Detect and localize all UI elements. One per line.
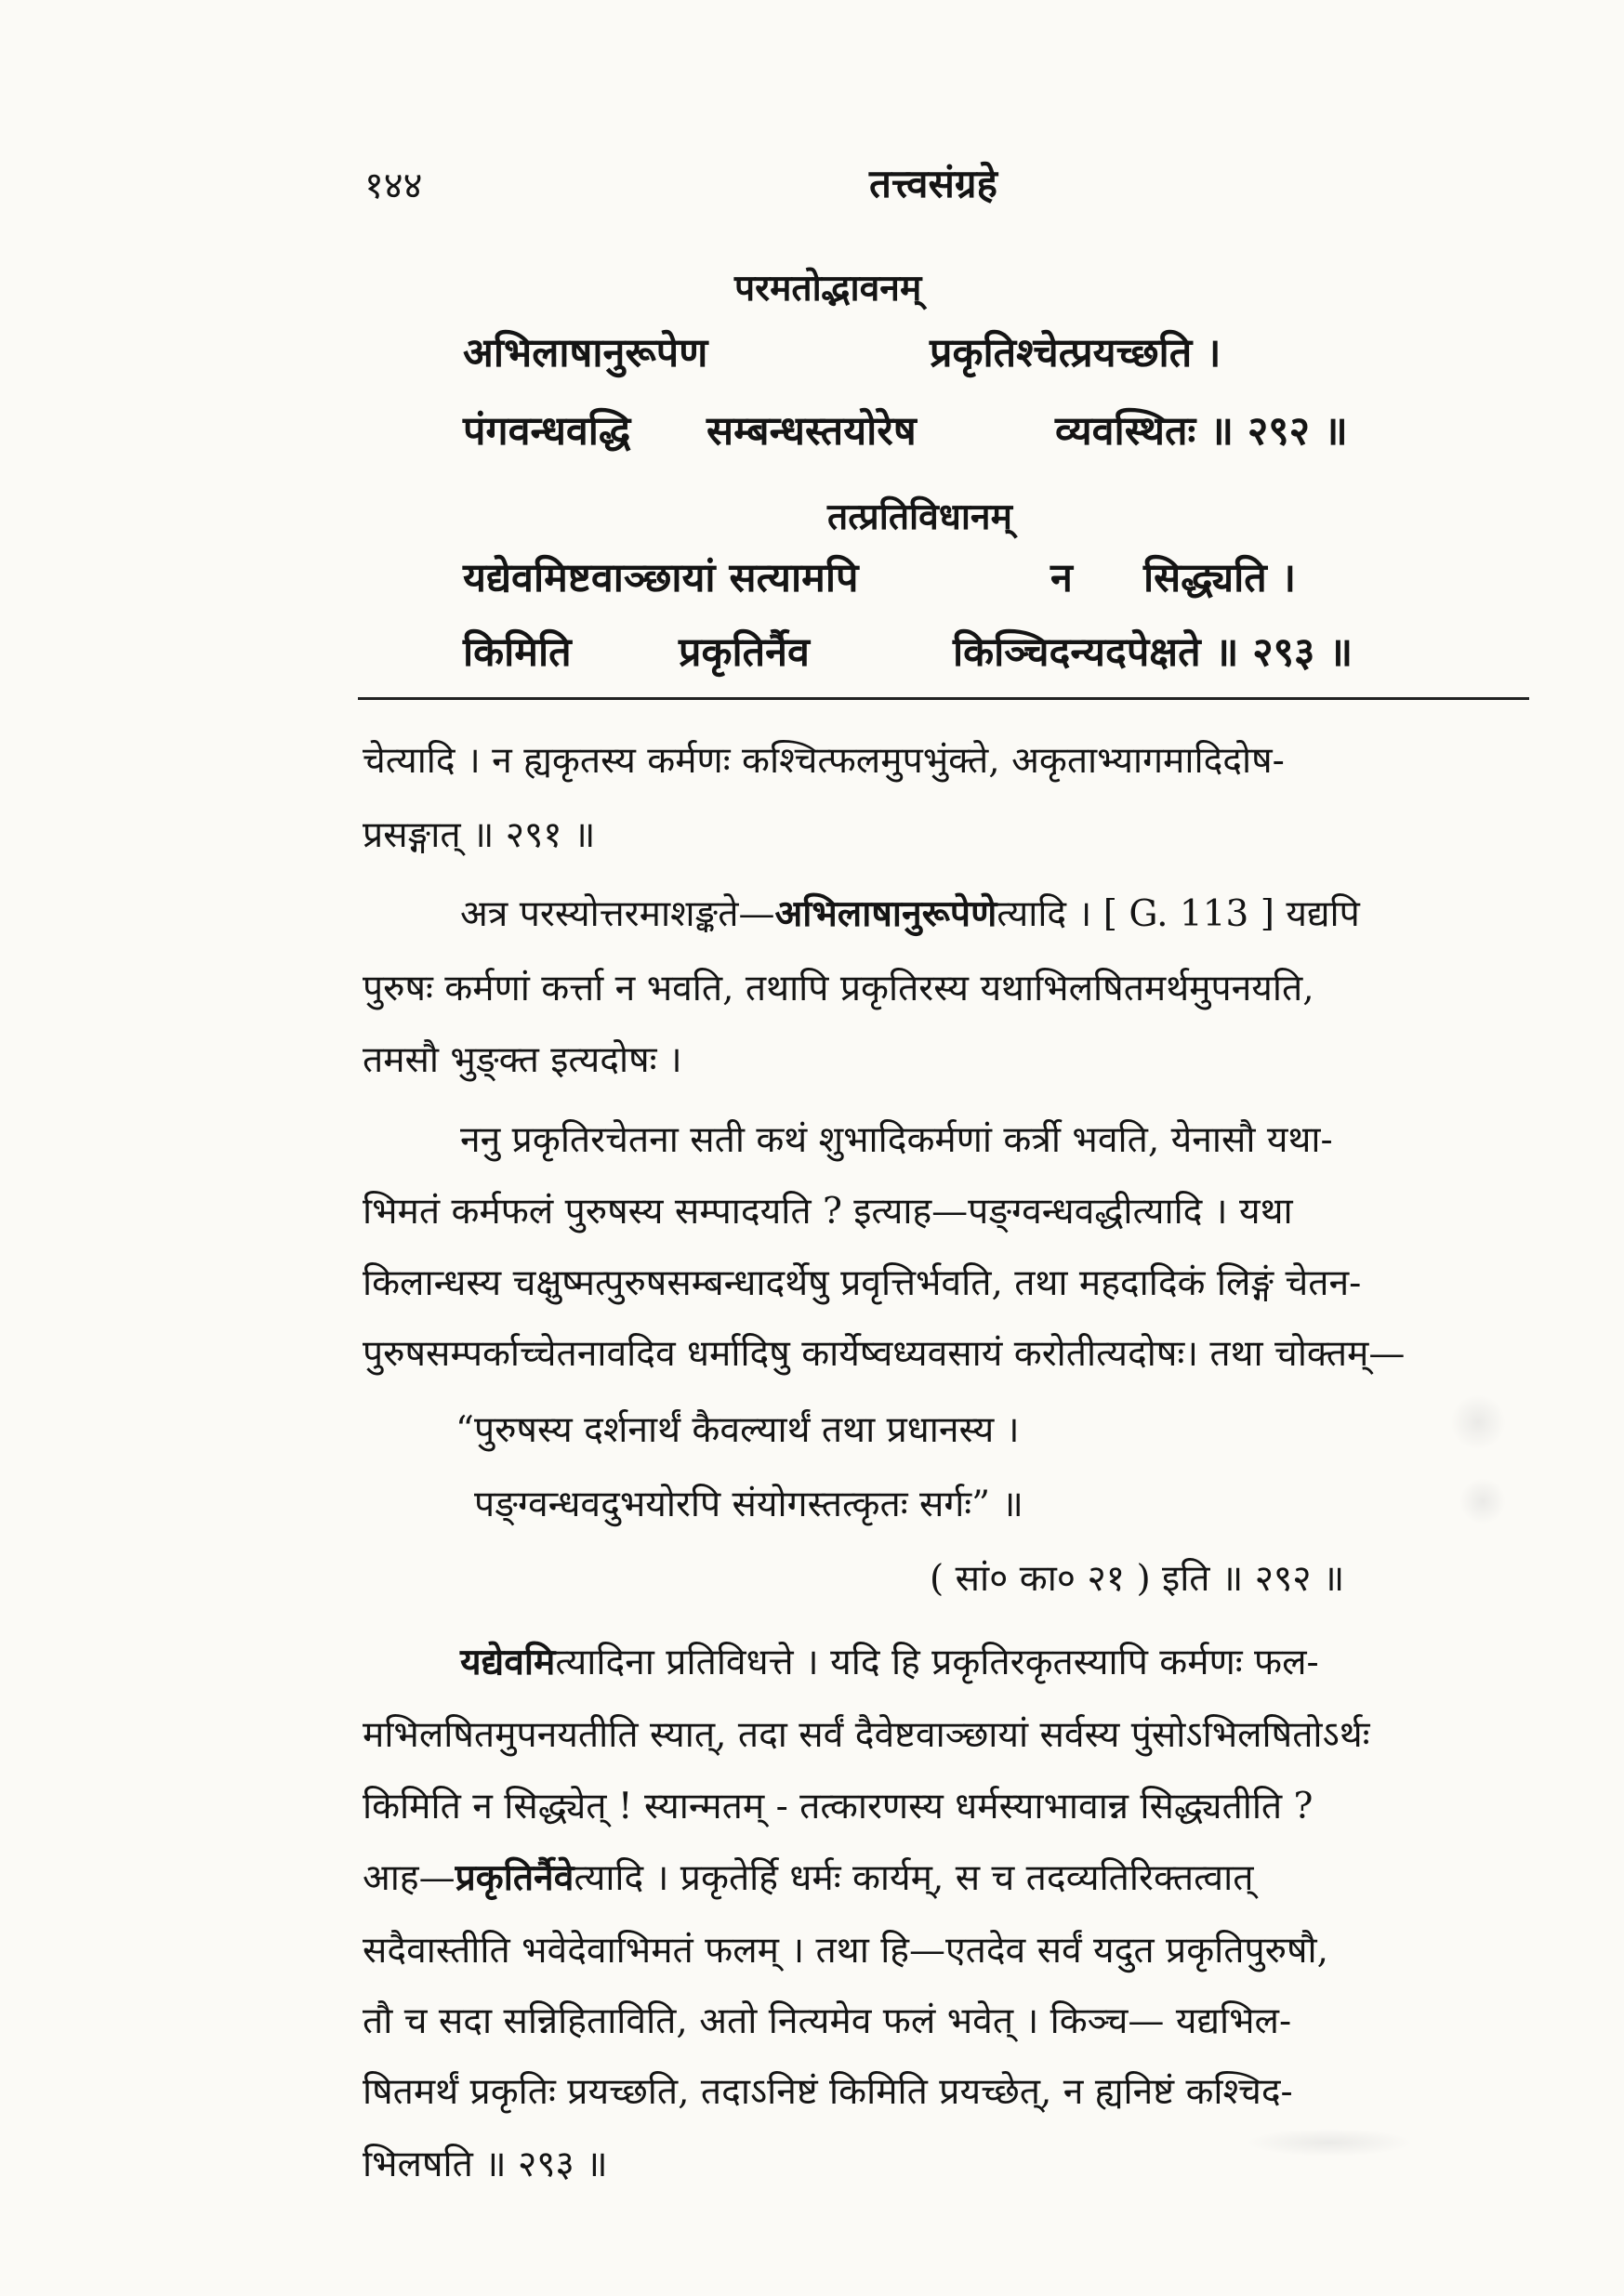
commentary-line: तौ च सदा सन्निहिताविति, अतो नित्यमेव फलं भवेत् । किञ्च— यद्यभिल- [363,2000,1292,2042]
commentary-line: पुरुषः कर्मणां कर्त्ता न भवति, तथापि प्रकृतिरस्य यथाभिलषितमर्थमुपनयति, [363,968,1314,1009]
divider-rule [358,697,1529,700]
commentary-line: ननु प्रकृतिरचेतना सती कथं शुभादिकर्मणां कर्त्री भवति, येनासौ यथा- [460,1119,1333,1161]
verse-line: किञ्चिदन्यदपेक्षते ॥ २९३ ॥ [953,629,1353,676]
verse-line: प्रकृतिर्नैव [679,629,810,676]
commentary-text: अत्र परस्योत्तरमाशङ्कते— [460,893,775,935]
verse-line: किमिति [463,629,572,676]
quote-line: पङ्ग्वन्धवदुभयोरपि संयोगस्तत्कृतः सर्गः” ॥ [474,1484,1023,1525]
scan-smudge [1246,2129,1413,2157]
commentary-line: मभिलषितमुपनयतीति स्यात्, तदा सर्वं दैवेष्टवाञ्छायां सर्वस्य पुंसोऽभिलषितोऽर्थः [363,1714,1370,1756]
commentary-line: भिमतं कर्मफलं पुरुषस्य सम्पादयति ? इत्याह—पङ्ग्वन्धवद्धीत्यादि । यथा [363,1191,1293,1233]
commentary-line [460,888,1360,937]
scan-smudge [1459,1478,1506,1524]
commentary-line [363,1852,1253,1901]
running-title: तत्त्वसंग्रहे [869,161,997,206]
lemma-text: यद्येवमि [460,1641,556,1683]
commentary-line: चेत्यादि । न ह्यकृतस्य कर्मणः कश्चित्फलमुपभुंक्ते, अकृताभ्यागमादिदोष- [363,740,1285,782]
commentary-text: त्यादिना प्रतिविधत्ते । यदि हि प्रकृतिरकृतस्यापि कर्मणः फल- [555,1642,1319,1683]
section-heading: परमतोद्भावनम् [734,267,922,310]
verse-line: व्यवस्थितः ॥ २९२ ॥ [1055,408,1348,455]
verse-line: सम्बन्धस्तयोरेष [706,408,917,455]
commentary-text: आह— [363,1857,456,1899]
verse-line: न [1050,555,1073,601]
verse-line: प्रकृतिश्चेत्प्रयच्छति । [930,330,1221,376]
commentary-line: षितमर्थं प्रकृतिः प्रयच्छति, तदाऽनिष्टं किमिति प्रयच्छेत्, न ह्यनिष्टं कश्चिद- [363,2071,1293,2113]
verse-line: अभिलाषानुरूपेण [463,330,708,376]
quote-line: “पुरुषस्य दर्शनार्थं कैवल्यार्थं तथा प्रधानस्य । [456,1409,1020,1451]
commentary-text: त्यादि । [ G. 113 ] यद्यपि [997,893,1360,935]
commentary-line: सदैवास्तीति भवेदेवाभिमतं फलम् । तथा हि—एतदेव सर्वं यदुत प्रकृतिपुरुषौ, [363,1930,1328,1972]
commentary-line [460,1636,1319,1685]
commentary-line: तमसौ भुङ्क्त इत्यदोषः । [363,1039,682,1081]
commentary-line: प्रसङ्गात् ॥ २९१ ॥ [363,814,596,856]
verse-line: सिद्ध्यति । [1143,555,1297,601]
verse-line: पंगवन्धवद्धि [463,408,631,455]
commentary-line: भिलषति ॥ २९३ ॥ [363,2144,608,2185]
verse-line: यद्येवमिष्टवाञ्छायां सत्यामपि [463,555,859,601]
commentary-line: किमिति न सिद्ध्येत् ! स्यान्मतम् - तत्कारणस्य धर्मस्याभावान्न सिद्ध्यतीति ? [363,1786,1314,1828]
commentary-line: पुरुषसम्पर्काच्चेतनावदिव धर्मादिषु कार्येष्वध्यवसायं करोतीत्यदोषः। तथा चोक्तम्— [363,1333,1406,1375]
page-number: १४४ [364,165,423,207]
lemma-text: अभिलाषानुरूपेणे [774,892,997,935]
scan-smudge [1450,1394,1506,1450]
lemma-text: प्रकृतिर्नैवे [455,1856,574,1899]
citation: ( सां० का० २१ ) इति ॥ २९२ ॥ [930,1558,1345,1600]
section-heading: तत्प्रतिविधानम् [827,495,1012,538]
commentary-line: किलान्धस्य चक्षुष्मत्पुरुषसम्बन्धादर्थेषु प्रवृत्तिर्भवति, तथा महदादिकं लिङ्गं चेतन- [363,1262,1362,1304]
commentary-text: त्यादि । प्रकृतेर्हि धर्मः कार्यम्, स च तदव्यतिरिक्तत्वात् [574,1857,1254,1899]
